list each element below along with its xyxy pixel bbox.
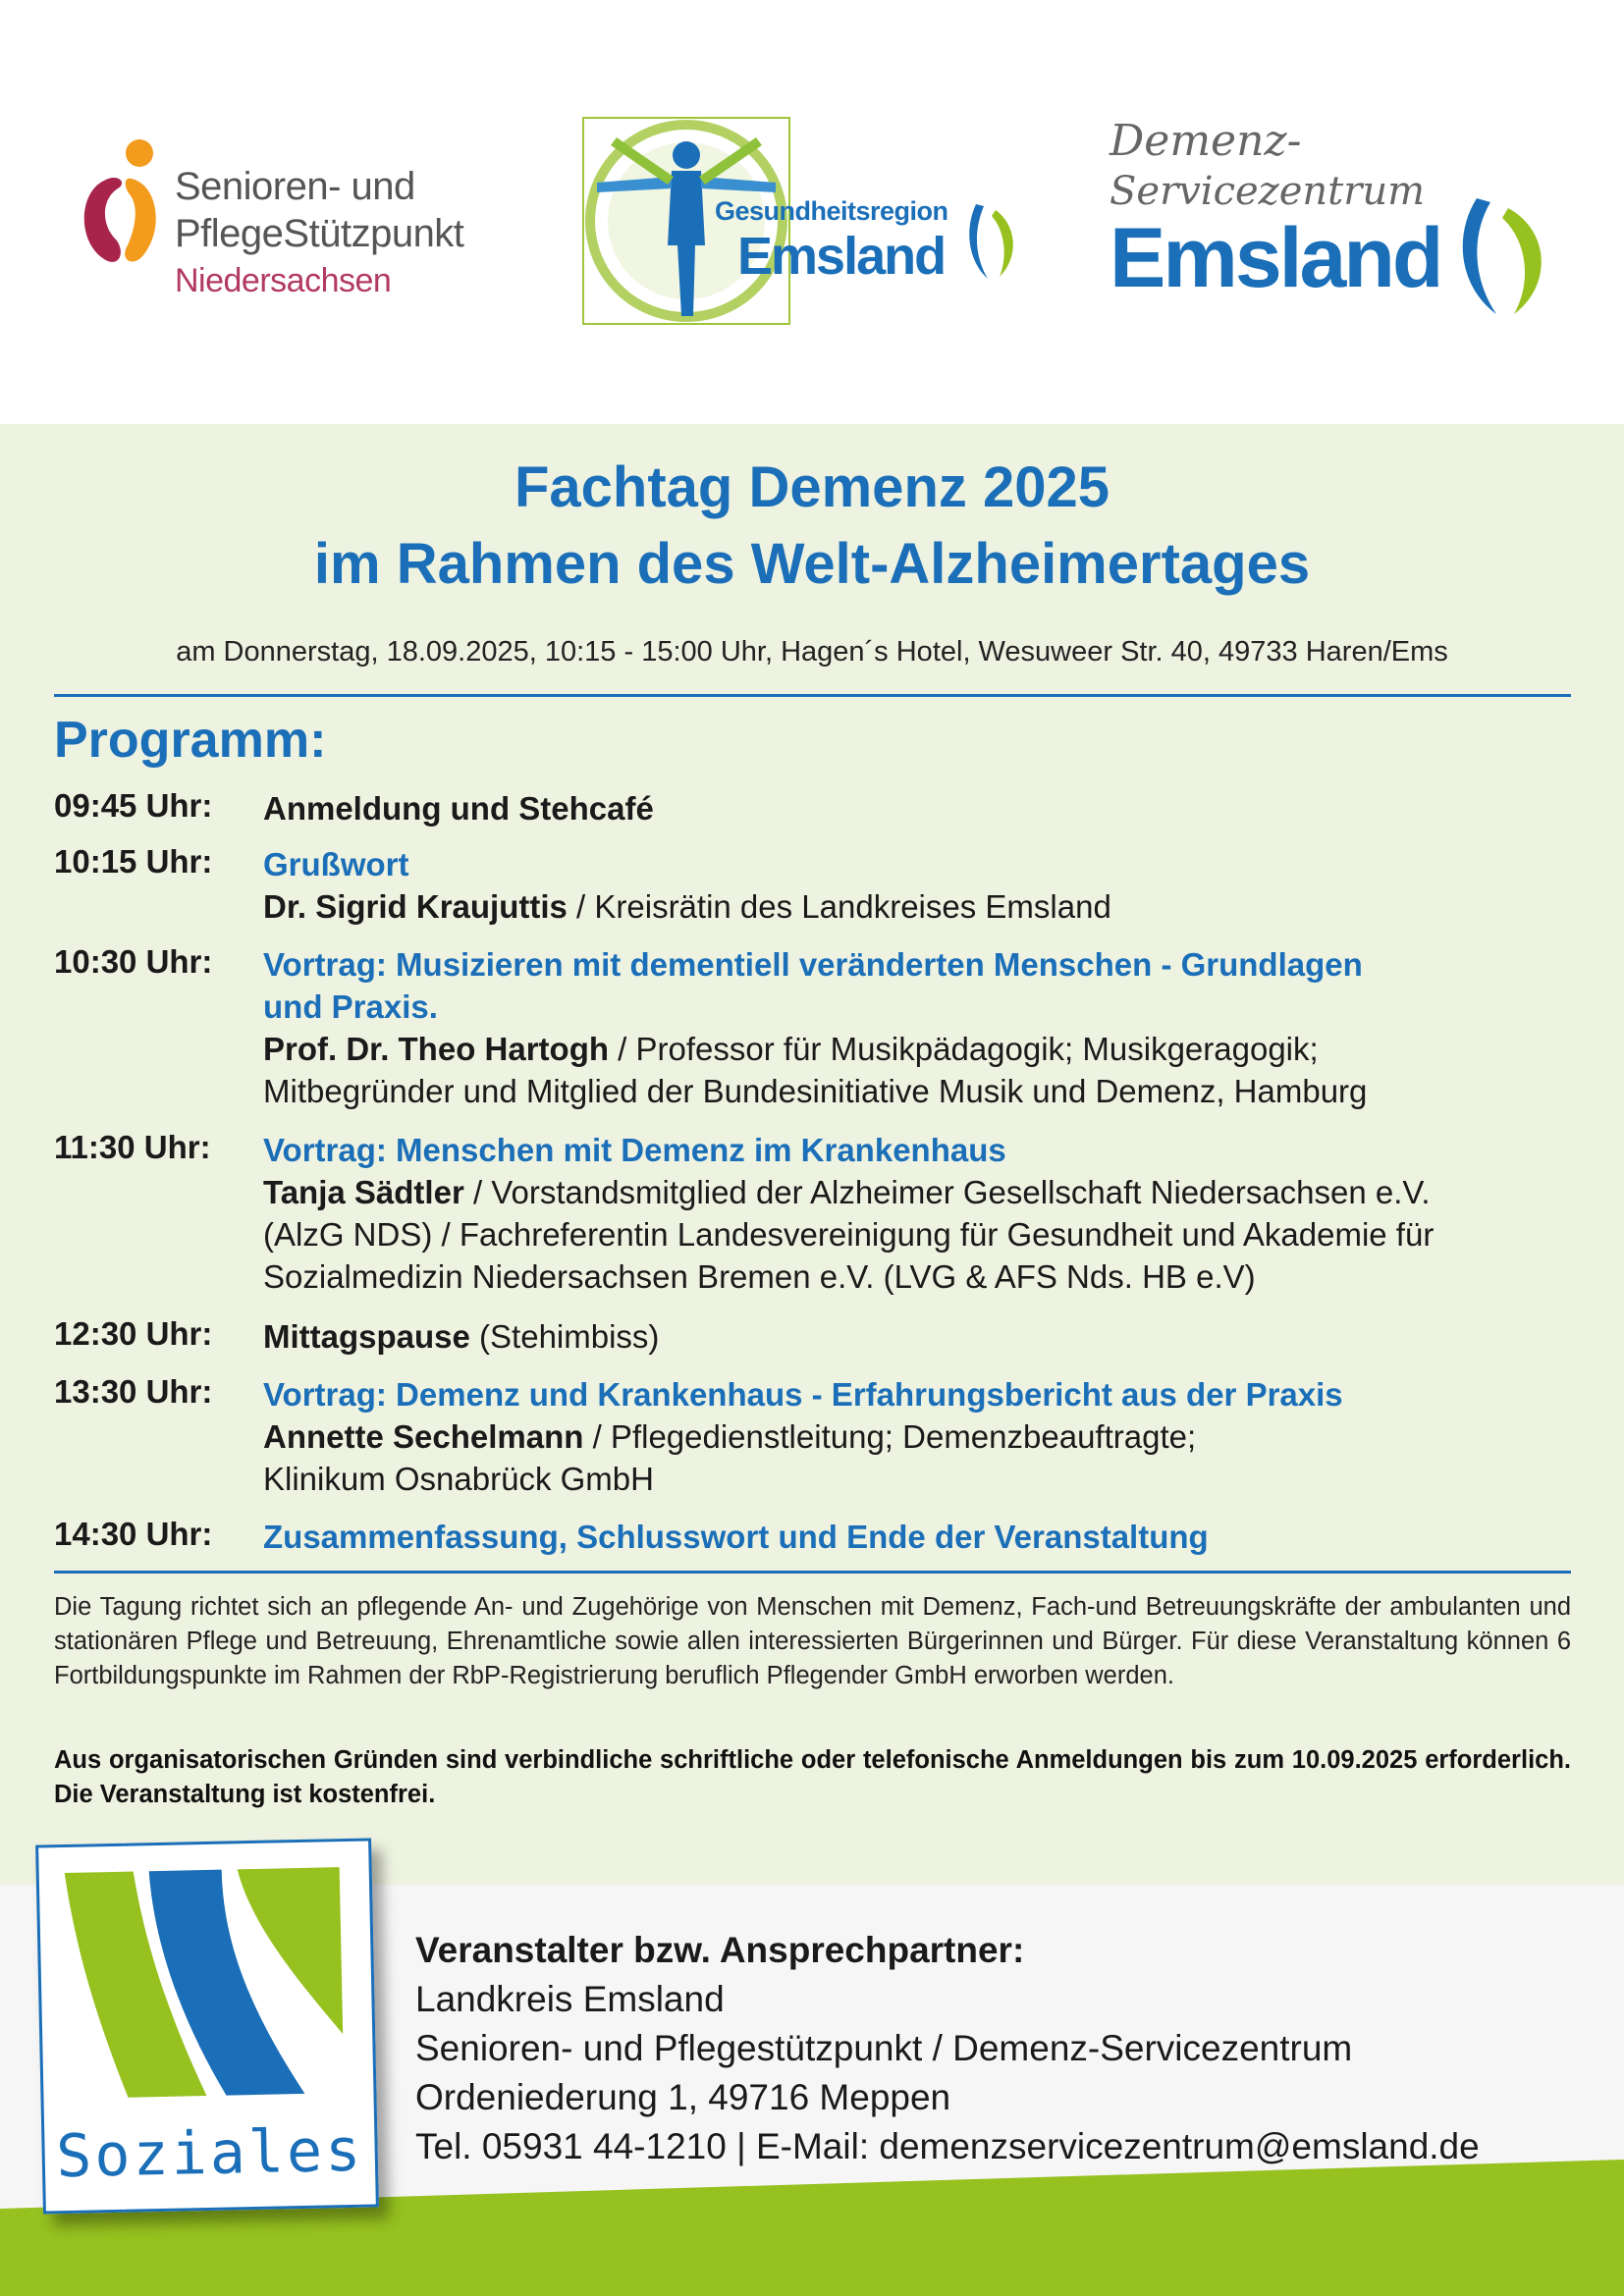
program-title: Zusammenfassung, Schlusswort und Ende der Veranstaltung <box>263 1519 1209 1555</box>
sps-logo-text <box>175 163 463 304</box>
program-time: 12:30 Uhr: <box>54 1315 213 1352</box>
dsz-wave-icon <box>1449 192 1551 320</box>
logo-senioren-pflegestuetzpunkt <box>75 128 536 324</box>
sps-line1: Senioren- und <box>175 165 415 208</box>
dsz-line2: Servicezentrum <box>1110 169 1426 214</box>
divider-top <box>54 694 1571 697</box>
page-title-line1: Fachtag Demenz 2025 <box>514 455 1110 519</box>
soziales-stripes-icon <box>54 1857 353 2109</box>
program-role-cont: Klinikum Osnabrück GmbH <box>263 1461 654 1497</box>
contact-department: Senioren- und Pflegestützpunkt / Demenz-Servicezentrum <box>415 2028 1353 2068</box>
program-role: / Vorstandsmitglied der Alzheimer Gesellschaft Niedersachsen e.V. <box>463 1174 1431 1210</box>
program-title: Vortrag: Demenz und Krankenhaus - Erfahrungsbericht aus der Praxis <box>263 1376 1343 1413</box>
divider-bottom <box>54 1571 1571 1574</box>
program-speaker: Tanja Sädtler <box>263 1174 464 1210</box>
contact-phone-email: Tel. 05931 44-1210 | E-Mail: demenzservicezentrum@emsland.de <box>415 2126 1480 2166</box>
logo-demenz-servicezentrum <box>1110 116 1571 332</box>
target-audience-text: Die Tagung richtet sich an pflegende An- und Zugehörige von Menschen mit Demenz, Fach-und Betreuungskräfte der ambulanten und stationären Pflege und Betreuung, Ehrenamtliche sowie allen interessierten Bürgerinnen und Bürger. Für diese Veranstaltung können 6 Fortbildungspunkte im Rahmen der RbP-Registrierung beruflich Pflegender GmbH erworben werden. <box>54 1593 1571 1689</box>
logo-gesundheitsregion-emsland <box>577 98 1039 334</box>
program-role: / Pflegedienstleitung; Demenzbeauftragte; <box>583 1418 1197 1455</box>
program-title: Anmeldung und Stehcafé <box>263 790 654 827</box>
program-time: 10:30 Uhr: <box>54 943 213 980</box>
gr-logo-line1: Gesundheitsregion <box>715 196 948 226</box>
sps-logo-icon <box>75 133 173 271</box>
program-role: / Kreisrätin des Landkreises Emsland <box>567 888 1111 925</box>
program-role-cont: (AlzG NDS) / Fachreferentin Landesvereinigung für Gesundheit und Akademie für <box>263 1216 1435 1253</box>
registration-notice: Aus organisatorischen Gründen sind verbindliche schriftliche oder telefonische Anmeldungen bis zum 10.09.2025 erforderlich. Die Veranstaltung ist kostenfrei. <box>54 1746 1571 1808</box>
program-time: 14:30 Uhr: <box>54 1516 213 1552</box>
program-speaker: Prof. Dr. Theo Hartogh <box>263 1031 610 1067</box>
soziales-logo <box>35 1838 379 2214</box>
footer-green-bar <box>0 2209 1624 2296</box>
program-title: Grußwort <box>263 846 409 882</box>
contact-organization: Landkreis Emsland <box>415 1979 725 2019</box>
program-role: / Professor für Musikpädagogik; Musikgeragogik; <box>609 1031 1319 1067</box>
soziales-label: Soziales <box>55 2115 364 2192</box>
sps-line3: Niedersachsen <box>175 262 392 299</box>
program-time: 10:15 Uhr: <box>54 843 213 880</box>
contact-block <box>415 1926 1594 2171</box>
sps-line2: PflegeStützpunkt <box>175 212 464 255</box>
program-time: 09:45 Uhr: <box>54 787 213 824</box>
dsz-line3: Emsland <box>1110 211 1441 305</box>
contact-heading: Veranstalter bzw. Ansprechpartner: <box>415 1930 1025 1970</box>
program-title-cont: und Praxis. <box>263 988 438 1025</box>
contact-address: Ordeniederung 1, 49716 Meppen <box>415 2077 951 2117</box>
gr-logo-line2: Emsland <box>737 227 946 286</box>
event-details: am Donnerstag, 18.09.2025, 10:15 - 15:00 Uhr, Hagen´s Hotel, Wesuweer Str. 40, 49733 Haren/Ems <box>176 636 1448 667</box>
dsz-line1: Demenz- <box>1110 116 1302 166</box>
program-role-cont: Sozialmedizin Niedersachsen Bremen e.V. (LVG & AFS Nds. HB e.V) <box>263 1258 1256 1295</box>
program-speaker: Annette Sechelmann <box>263 1418 584 1455</box>
program-speaker: Dr. Sigrid Kraujuttis <box>263 888 568 925</box>
program-title: Vortrag: Menschen mit Demenz im Krankenhaus <box>263 1132 1006 1168</box>
program-title: Mittagspause <box>263 1318 470 1355</box>
program-title: Vortrag: Musizieren mit dementiell veränderten Menschen - Grundlagen <box>263 946 1363 983</box>
program-time: 13:30 Uhr: <box>54 1373 213 1410</box>
emsland-wave-icon <box>962 200 1017 283</box>
program-heading: Programm: <box>54 712 327 769</box>
program-role-cont: Mitbegründer und Mitglied der Bundesinitiative Musik und Demenz, Hamburg <box>263 1073 1368 1109</box>
page-title-line2: im Rahmen des Welt-Alzheimertages <box>313 532 1311 596</box>
program-time: 11:30 Uhr: <box>54 1129 211 1165</box>
program-note: (Stehimbiss) <box>469 1318 660 1355</box>
